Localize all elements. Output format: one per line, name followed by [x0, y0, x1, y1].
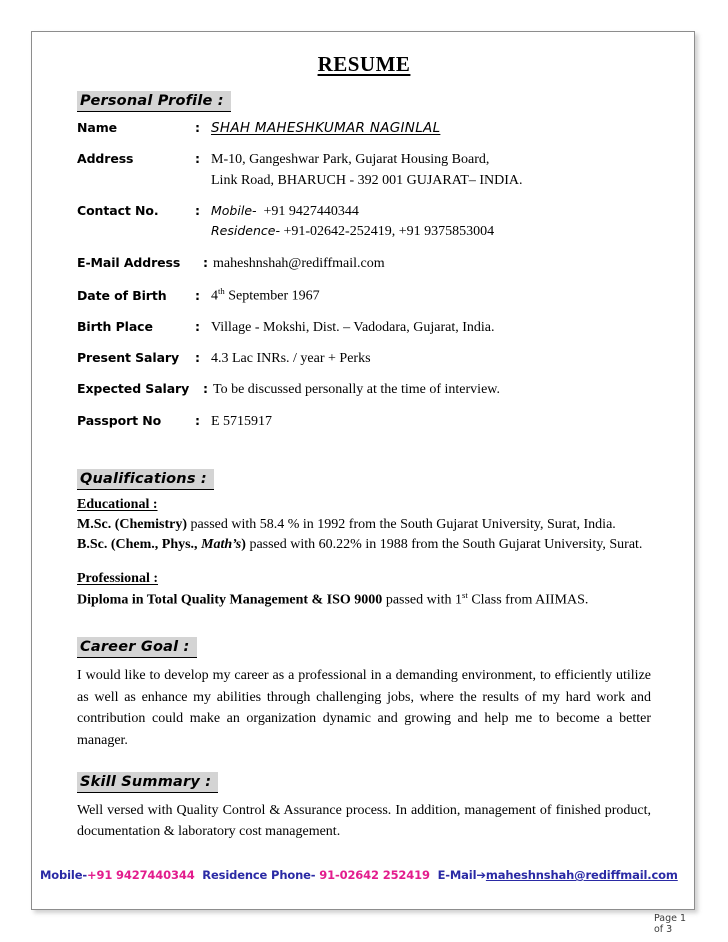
address-line-1: M-10, Gangeshwar Park, Gujarat Housing Board,	[211, 152, 490, 168]
section-career-goal-heading	[77, 637, 651, 658]
residence-tag: Residence-	[211, 223, 280, 239]
diploma-detail: Class from AIIMAS.	[467, 592, 589, 608]
bsc-degree-part-a: B.Sc. (Chem., Phys.,	[77, 537, 202, 553]
field-colon: :	[195, 412, 200, 428]
field-value-name	[211, 119, 651, 139]
subheading-professional: Professional :	[77, 570, 159, 586]
contact-mobile-line	[211, 202, 651, 222]
address-line-2: Link Road, BHARUCH - 392 001 GUJARAT– INDIA.	[211, 172, 523, 188]
contact-residence-line	[211, 222, 651, 242]
field-label-birth-place: Birth Place	[77, 318, 153, 334]
section-personal-profile-heading	[77, 91, 651, 112]
qualification-diploma	[77, 589, 651, 611]
field-colon: :	[195, 151, 200, 167]
footer-residence-label: Residence Phone-	[202, 868, 320, 882]
field-colon: :	[203, 254, 208, 270]
field-row-contact-no	[77, 202, 651, 243]
dob-day: 4	[211, 288, 218, 304]
spacer	[77, 443, 651, 469]
footer-email-label: E-Mail	[437, 868, 477, 882]
field-colon: :	[195, 203, 200, 219]
field-row-address	[77, 150, 651, 191]
qualification-bsc	[77, 535, 651, 555]
footer-email-link[interactable]: maheshnshah@rediffmail.com	[485, 868, 678, 882]
field-value-present-salary: 4.3 Lac INRs. / year + Perks	[211, 351, 371, 367]
career-goal-paragraph: I would like to develop my career as a professional in a demanding environment, to efficiently utilize as well as enhance my abilities through challenging jobs, where the results of my hard work and contribution could make an organization dynamic and growing and help me to become a better manager.	[77, 667, 651, 748]
bsc-degree-part-b: )	[241, 537, 246, 553]
diploma-mid: passed with 1	[382, 592, 463, 608]
field-colon: :	[195, 318, 200, 334]
field-label-passport-no: Passport No	[77, 412, 162, 428]
footer-contact-bar	[40, 868, 678, 882]
mobile-number: +91 9427440344	[263, 204, 359, 220]
document-content	[77, 52, 651, 843]
spacer	[77, 556, 651, 571]
diploma-ordinal-suffix: st	[462, 589, 468, 600]
field-value-expected-salary: To be discussed personally at the time of interview.	[213, 382, 500, 398]
arrow-right-icon: ➔	[476, 868, 486, 882]
field-label-email-address: E-Mail Address	[77, 254, 181, 270]
field-value-date-of-birth	[211, 285, 651, 307]
msc-degree: M.Sc. (Chemistry)	[77, 517, 188, 533]
field-value-address	[211, 150, 651, 191]
field-label-date-of-birth: Date of Birth	[77, 287, 167, 303]
field-label-expected-salary: Expected Salary	[77, 381, 190, 397]
field-value-birth-place: Village - Mokshi, Dist. – Vadodara, Gujarat, India.	[211, 319, 495, 335]
section-heading-label: Skill Summary :	[77, 772, 218, 793]
bsc-degree-maths: Math’s	[201, 537, 242, 553]
field-colon: :	[203, 381, 208, 397]
diploma-title: Diploma in Total Quality Management & ISO 9000	[77, 592, 383, 608]
field-colon: :	[195, 287, 200, 303]
document-page-frame	[31, 31, 695, 935]
dob-month-year: September 1967	[224, 288, 320, 304]
qualification-msc	[77, 515, 651, 535]
section-skill-summary-heading	[77, 772, 651, 793]
field-row-passport-no	[77, 412, 651, 432]
field-value-email-address: maheshnshah@rediffmail.com	[213, 255, 385, 271]
footer-residence-number: 91-02642 252419	[319, 868, 430, 882]
footer-mobile-number: +91 9427440344	[86, 868, 195, 882]
field-row-expected-salary	[77, 380, 651, 400]
spacer	[77, 752, 651, 772]
field-row-email-address	[77, 254, 651, 274]
field-label-address: Address	[77, 151, 134, 167]
mobile-tag: Mobile-	[211, 203, 257, 219]
skill-summary-paragraph: Well versed with Quality Control & Assurance process. In addition, management of finished product, documentation & laboratory cost management.	[77, 802, 651, 840]
residence-number: +91-02642-252419, +91 9375853004	[283, 224, 495, 240]
page-number: Page 1 of 3	[654, 913, 687, 935]
field-row-birth-place	[77, 318, 651, 338]
subheading-educational: Educational :	[77, 497, 158, 513]
spacer	[77, 611, 651, 637]
field-colon: :	[195, 350, 200, 366]
field-value-passport-no: E 5715917	[211, 413, 273, 429]
footer-mobile-label: Mobile-	[40, 868, 87, 882]
field-label-name: Name	[77, 120, 117, 136]
section-heading-label: Qualifications :	[77, 469, 214, 490]
section-heading-label: Personal Profile :	[77, 91, 231, 112]
field-colon: :	[195, 120, 200, 136]
msc-detail: passed with 58.4 % in 1992 from the South Gujarat University, Surat, India.	[187, 517, 616, 533]
section-heading-label: Career Goal :	[77, 637, 197, 658]
field-row-name	[77, 119, 651, 139]
field-row-present-salary	[77, 349, 651, 369]
field-value-contact-no	[211, 202, 651, 243]
bsc-detail: passed with 60.22% in 1988 from the South Gujarat University, Surat.	[245, 537, 643, 553]
dob-ordinal-suffix: th	[218, 285, 225, 296]
field-row-date-of-birth	[77, 285, 651, 307]
field-label-contact-no: Contact No.	[77, 203, 159, 219]
field-label-present-salary: Present Salary	[77, 350, 180, 366]
page-title: RESUME	[317, 52, 411, 76]
candidate-name: SHAH MAHESHKUMAR NAGINLAL	[211, 120, 441, 137]
section-qualifications-heading	[77, 469, 651, 490]
